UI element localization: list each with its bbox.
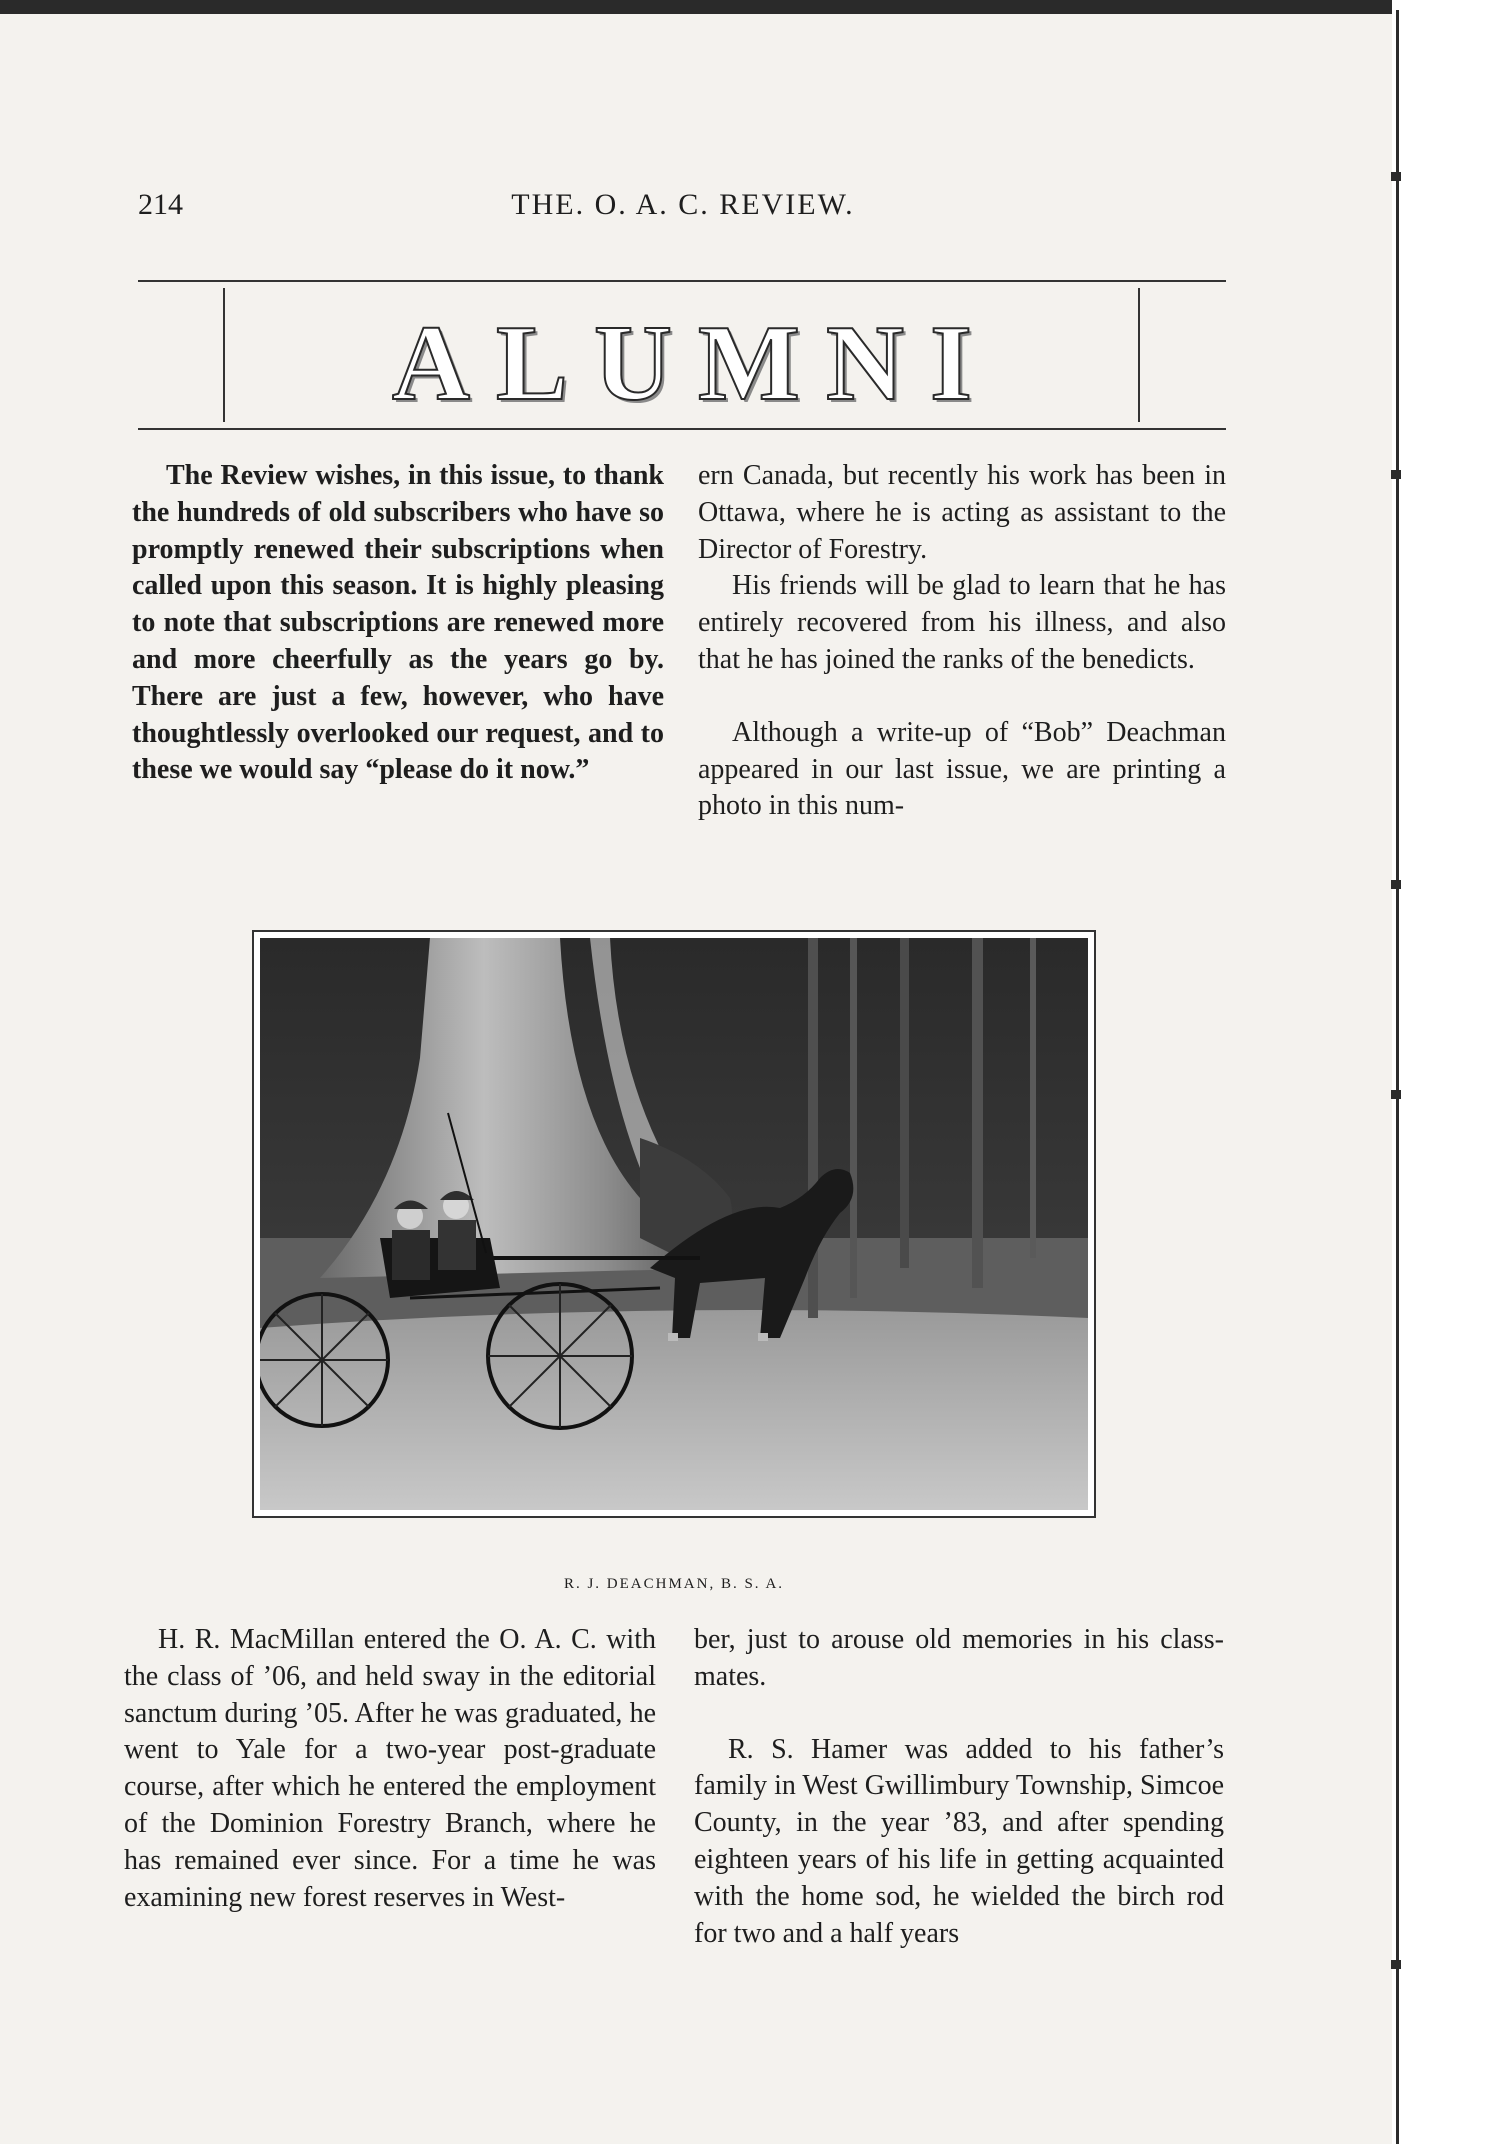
page-header bbox=[138, 188, 1228, 238]
running-title: THE. O. A. C. REVIEW. bbox=[511, 188, 855, 221]
page-number: 214 bbox=[138, 188, 183, 221]
macmillan-continued: ern Canada, but recently his work has been in Ottawa, where he is acting as assistant to the Director of Forestry. bbox=[698, 460, 1226, 565]
left-column-bottom bbox=[124, 1622, 656, 1916]
binding-mark bbox=[1391, 1090, 1401, 1099]
hamer-bio: R. S. Hamer was added to his father’s family in West Gwillimbury Township, Simcoe County, in the year ’83, and after spending eighteen years of his life in getting acquainted with the home sod, he wielded the birch rod for two and a half years bbox=[694, 1733, 1224, 1949]
deachman-intro: Although a write-up of “Bob” Deachman appeared in our last issue, we are printing a photo in this num- bbox=[698, 716, 1226, 822]
left-column-top bbox=[132, 458, 664, 789]
binding-mark bbox=[1391, 1960, 1401, 1969]
deachman-photo bbox=[260, 938, 1088, 1510]
subscription-notice: The Review wishes, in this issue, to thank the hundreds of old subscribers who have so promptly renewed their subscriptions when called upon this season. It is highly pleasing to note that subscriptions are renewed more and more cheerfully as the years go by. There are just a few, however, who have thoughtlessly overlooked our request, and to these we would say “please do it now.” bbox=[132, 460, 664, 786]
macmillan-friends: His friends will be glad to learn that he has entirely recovered from his illness, and also that he has joined the ranks of the benedicts. bbox=[698, 570, 1226, 675]
right-column-bottom bbox=[694, 1622, 1224, 1952]
section-banner bbox=[138, 280, 1226, 430]
scan-right-margin bbox=[1392, 0, 1496, 2144]
binding-mark bbox=[1391, 470, 1401, 479]
binding-mark bbox=[1391, 172, 1401, 181]
binding-edge bbox=[1396, 10, 1399, 2144]
macmillan-bio: H. R. MacMillan entered the O. A. C. with the class of ’06, and held sway in the editorial sanctum during ’05. After he was graduated, he went to Yale for a two-year post-graduate course, after which he entered the employment of the Dominion Forestry Branch, where he has remained ever since. For a time he was examining new forest reserves in West- bbox=[124, 1624, 656, 1913]
photo-caption: R. J. DEACHMAN, B. S. A. bbox=[563, 1576, 785, 1592]
binding-mark bbox=[1391, 880, 1401, 889]
right-column-top bbox=[698, 458, 1226, 825]
scan-top-edge bbox=[0, 0, 1496, 14]
deachman-continued: ber, just to arouse old memories in his class-mates. bbox=[694, 1624, 1224, 1692]
section-title: ALUMNI bbox=[392, 304, 998, 423]
photo-frame bbox=[252, 930, 1096, 1518]
